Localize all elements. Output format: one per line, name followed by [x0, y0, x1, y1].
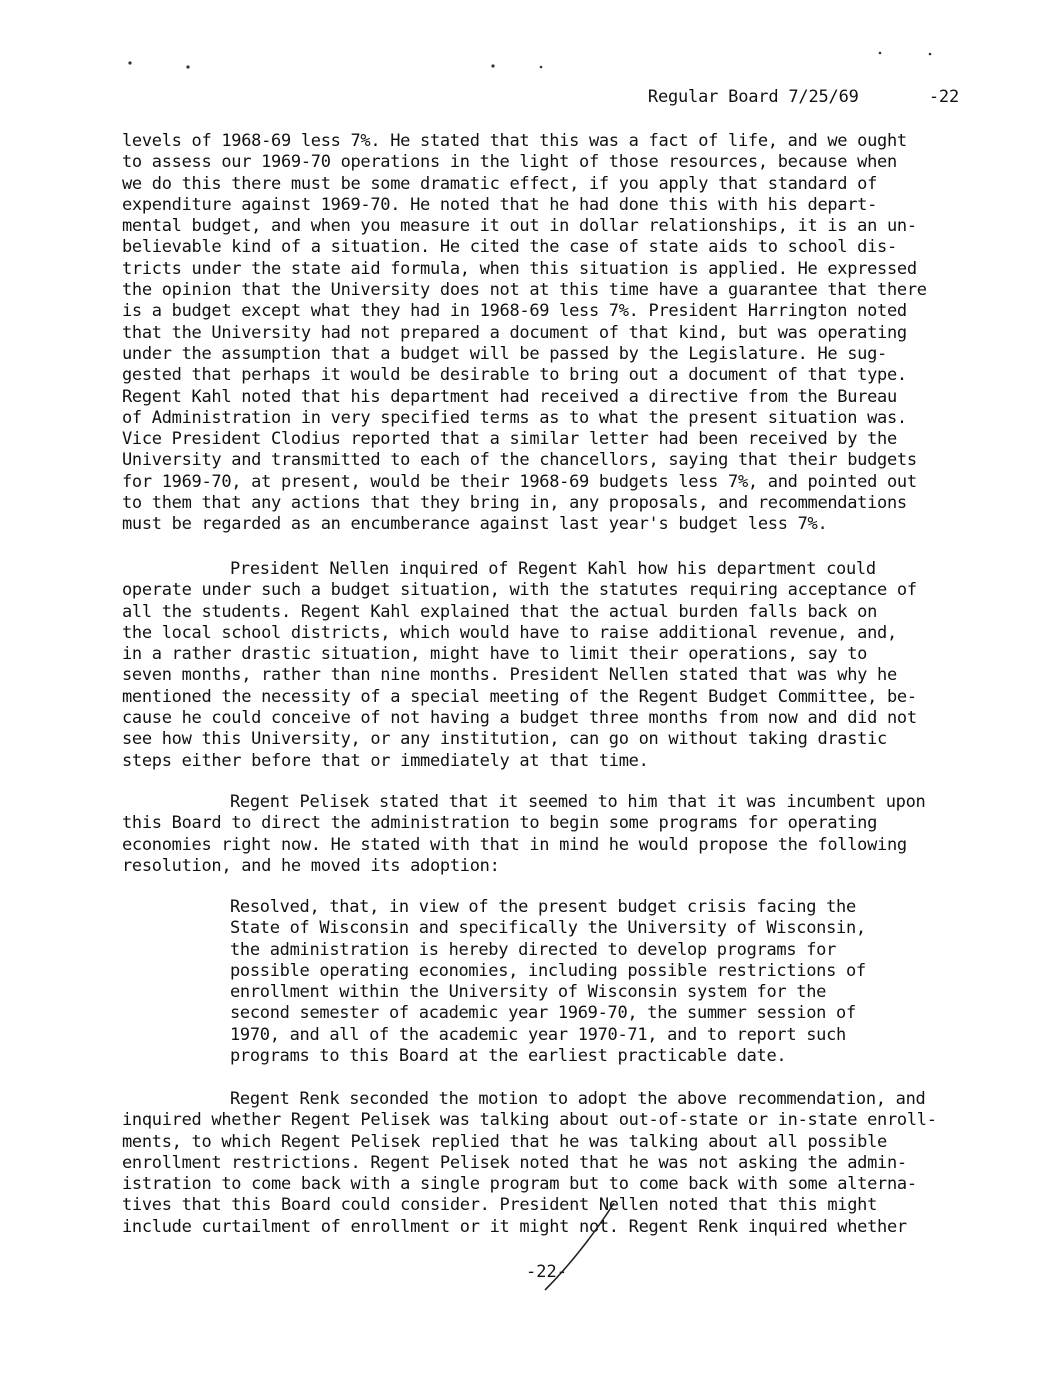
- text-line: mental budget, and when you measure it out in dollar relationships, it is an un-: [122, 216, 917, 237]
- paragraph-renk-second: [122, 1089, 982, 1238]
- text-line: under the assumption that a budget will be passed by the Legislature. He sug-: [122, 343, 887, 364]
- text-line: enrollment within the University of Wisconsin system for the: [230, 982, 827, 1003]
- text-line: the opinion that the University does not at this time have a guarantee that there: [122, 280, 927, 301]
- text-line: is a budget except what they had in 1968-69 less 7%. President Harrington noted: [122, 301, 907, 322]
- text-line: the administration is hereby directed to develop programs for: [230, 939, 837, 960]
- text-line: see how this University, or any institution, can go on without taking drastic: [122, 729, 887, 750]
- text-line: tives that this Board could consider. President Nellen noted that this might: [122, 1195, 878, 1216]
- text-line: cause he could conceive of not having a budget three months from now and did not: [122, 708, 917, 729]
- text-line: the local school districts, which would have to raise additional revenue, and,: [122, 622, 897, 643]
- text-line: steps either before that or immediately at that time.: [122, 750, 649, 771]
- text-line: Regent Kahl noted that his department had received a directive from the Bureau: [122, 386, 897, 407]
- text-line: inquired whether Regent Pelisek was talking about out-of-state or in-state enroll-: [122, 1110, 937, 1131]
- text-line: programs to this Board at the earliest practicable date.: [230, 1046, 787, 1067]
- text-line: we do this there must be some dramatic effect, if you apply that standard of: [122, 173, 878, 194]
- text-line: tricts under the state aid formula, when this situation is applied. He expressed: [122, 258, 917, 279]
- text-line: University and transmitted to each of the chancellors, saying that their budgets: [122, 450, 917, 471]
- text-line: 1970, and all of the academic year 1970-71, and to report such: [230, 1024, 846, 1045]
- text-line: that the University had not prepared a document of that kind, but was operating: [122, 322, 907, 343]
- text-line: economies right now. He stated with that in mind he would propose the following: [122, 834, 907, 855]
- text-line: for 1969-70, at present, would be their 1968-69 budgets less 7%, and pointed out: [122, 471, 917, 492]
- text-line: all the students. Regent Kahl explained that the actual burden falls back on: [122, 601, 878, 622]
- text-line: include curtailment of enrollment or it might not. Regent Renk inquired whether: [122, 1216, 907, 1237]
- paragraph-budget-discussion: [122, 131, 982, 536]
- paragraph-nellen-inquiry: [122, 559, 982, 772]
- text-line: in a rather drastic situation, might have to limit their operations, say to: [122, 644, 868, 665]
- text-line: possible operating economies, including possible restrictions of: [230, 960, 866, 981]
- text-line: operate under such a budget situation, with the statutes requiring acceptance of: [122, 580, 917, 601]
- text-line: State of Wisconsin and specifically the University of Wisconsin,: [230, 918, 866, 939]
- text-line: believable kind of a situation. He cited the case of state aids to school dis-: [122, 237, 897, 258]
- text-line: ments, to which Regent Pelisek replied that he was talking about all possible: [122, 1131, 887, 1152]
- text-line: of Administration in very specified terms as to what the present situation was.: [122, 407, 907, 428]
- paragraph-pelisek-motion: [122, 792, 982, 877]
- text-line: Vice President Clodius reported that a similar letter had been received by the: [122, 429, 897, 450]
- text-line: enrollment restrictions. Regent Pelisek noted that he was not asking the admin-: [122, 1152, 907, 1173]
- text-line: expenditure against 1969-70. He noted that he had done this with his depart-: [122, 194, 878, 215]
- text-line: to assess our 1969-70 operations in the light of those resources, because when: [122, 152, 897, 173]
- text-line: Regent Pelisek stated that it seemed to him that it was incumbent upon: [230, 792, 926, 812]
- text-line: gested that perhaps it would be desirable to bring out a document of that type.: [122, 365, 907, 386]
- text-line: to them that any actions that they bring in, any proposals, and recommendations: [122, 493, 907, 514]
- text-line: resolution, and he moved its adoption:: [122, 855, 500, 876]
- text-line: levels of 1968-69 less 7%. He stated that this was a fact of life, and we ought: [122, 131, 907, 151]
- page-header: [608, 66, 959, 130]
- text-line: Regent Renk seconded the motion to adopt the above recommendation, and: [230, 1089, 926, 1109]
- header-title: Regular Board 7/25/69: [647, 87, 859, 108]
- text-line: mentioned the necessity of a special meeting of the Regent Budget Committee, be-: [122, 686, 917, 707]
- page-footer-number: -22-: [526, 1262, 567, 1282]
- text-line: istration to come back with a single program but to come back with some alterna-: [122, 1174, 917, 1195]
- text-line: President Nellen inquired of Regent Kahl how his department could: [230, 559, 876, 579]
- header-page-ref: -22: [928, 87, 959, 108]
- text-line: must be regarded as an encumberance against last year's budget less 7%.: [122, 514, 828, 535]
- text-line: second semester of academic year 1969-70, the summer session of: [230, 1003, 856, 1024]
- text-line: Resolved, that, in view of the present budget crisis facing the: [230, 897, 856, 917]
- text-line: this Board to direct the administration to begin some programs for operating: [122, 813, 878, 834]
- resolution-block: [230, 897, 930, 1067]
- text-line: seven months, rather than nine months. President Nellen stated that was why he: [122, 665, 897, 686]
